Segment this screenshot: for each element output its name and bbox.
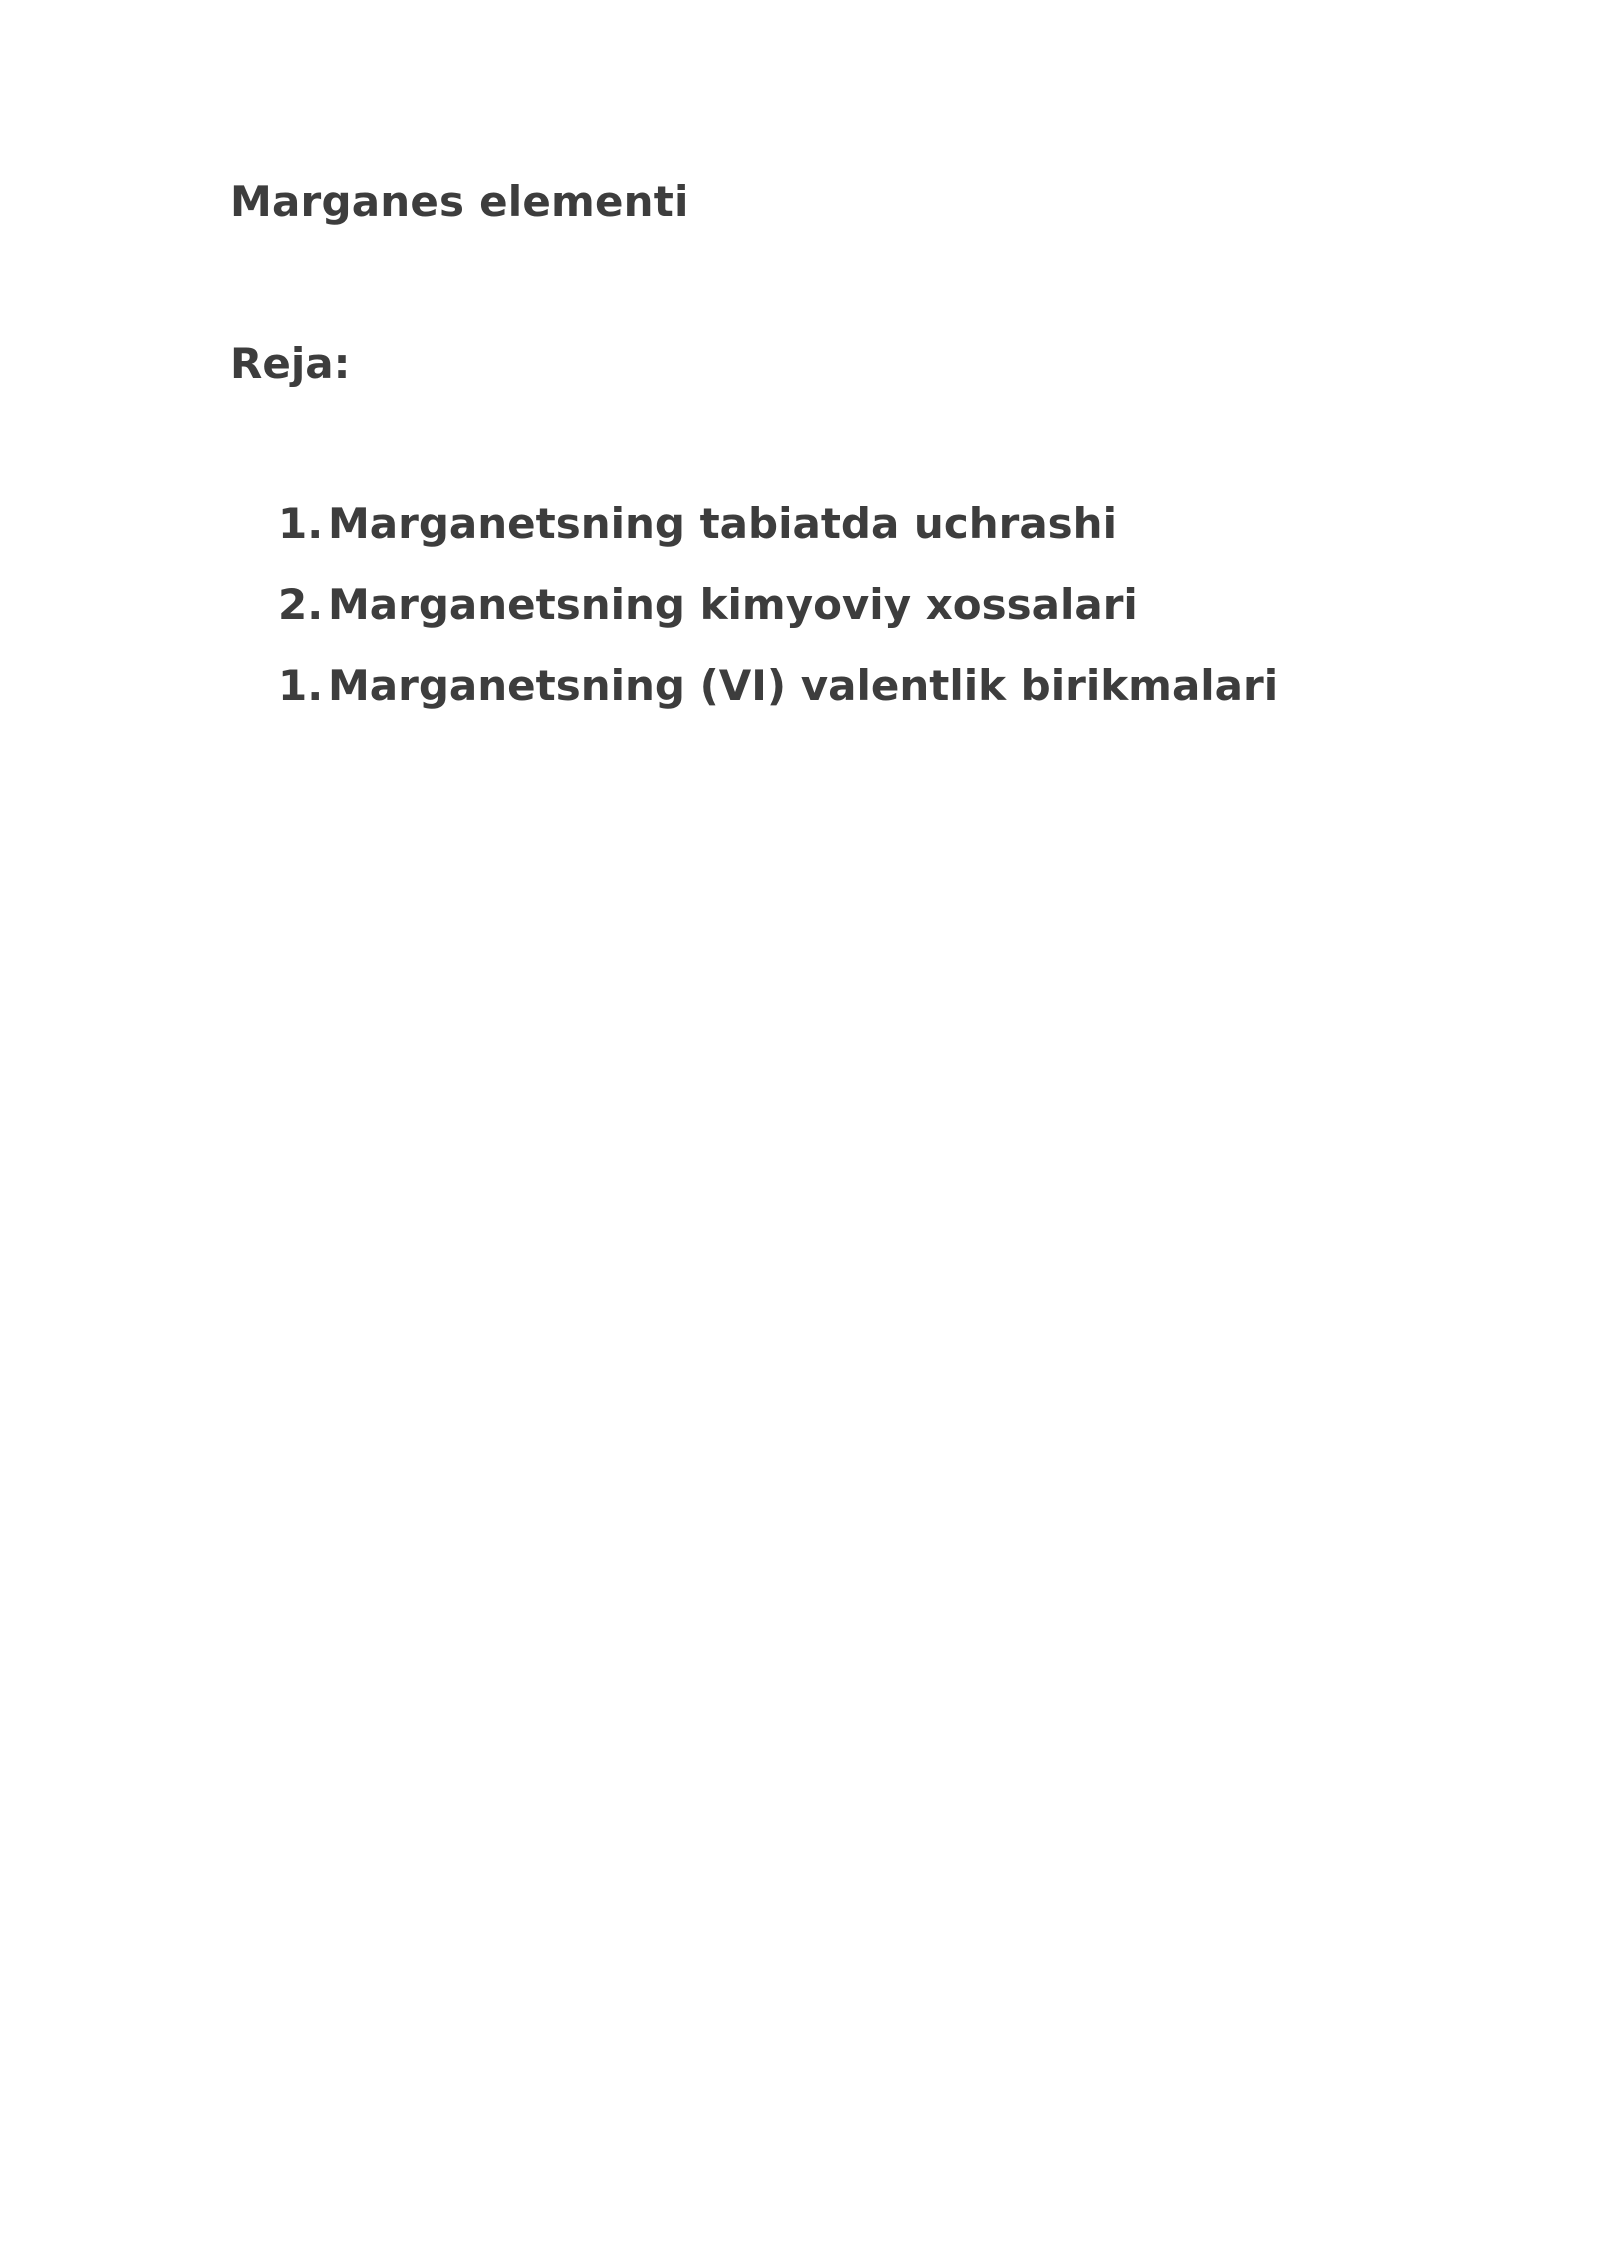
plan-item-number: 2.: [278, 580, 324, 629]
plan-item-number: 1.: [278, 499, 324, 548]
plan-list: [278, 494, 1278, 737]
document-title: Marganes elementi: [230, 177, 689, 226]
plan-item-text: Marganetsning kimyoviy xossalari: [328, 580, 1138, 629]
plan-item-text: Marganetsning (VI) valentlik birikmalari: [328, 661, 1279, 710]
plan-item-number: 1.: [278, 661, 324, 710]
plan-item: [278, 656, 1278, 716]
plan-item: [278, 494, 1278, 554]
plan-item: [278, 575, 1278, 635]
plan-heading: Reja:: [230, 339, 351, 388]
plan-item-text: Marganetsning tabiatda uchrashi: [328, 499, 1117, 548]
